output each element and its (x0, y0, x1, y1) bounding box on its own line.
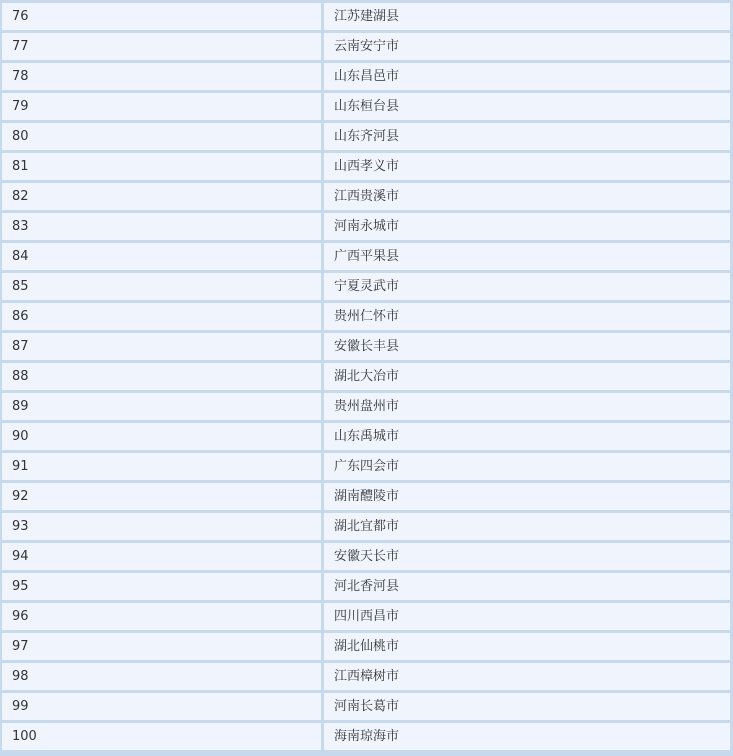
county-name-cell: 安徽长丰县 (324, 333, 730, 360)
rank-cell: 90 (2, 423, 321, 450)
county-name-cell: 江西贵溪市 (324, 183, 730, 210)
rank-cell: 84 (2, 243, 321, 270)
table-row (2, 423, 730, 450)
county-name-cell: 江苏建湖县 (324, 3, 730, 30)
rank-cell: 87 (2, 333, 321, 360)
table-row (2, 123, 730, 150)
rank-cell: 93 (2, 513, 321, 540)
rank-cell: 79 (2, 93, 321, 120)
county-name-cell: 湖南醴陵市 (324, 483, 730, 510)
rank-cell: 91 (2, 453, 321, 480)
table-row (2, 333, 730, 360)
rank-cell: 89 (2, 393, 321, 420)
rank-cell: 97 (2, 633, 321, 660)
rank-cell: 76 (2, 3, 321, 30)
county-name-cell: 山西孝义市 (324, 153, 730, 180)
table-row (2, 573, 730, 600)
rank-cell: 98 (2, 663, 321, 690)
table-row (2, 603, 730, 630)
rank-cell: 83 (2, 213, 321, 240)
county-name-cell: 山东禹城市 (324, 423, 730, 450)
table-row (2, 213, 730, 240)
county-name-cell: 广东四会市 (324, 453, 730, 480)
county-name-cell: 宁夏灵武市 (324, 273, 730, 300)
county-name-cell: 安徽天长市 (324, 543, 730, 570)
table-row (2, 543, 730, 570)
county-name-cell: 云南安宁市 (324, 33, 730, 60)
rank-cell: 100 (2, 723, 321, 750)
rank-cell: 96 (2, 603, 321, 630)
rank-cell: 94 (2, 543, 321, 570)
rank-cell: 86 (2, 303, 321, 330)
table-row (2, 693, 730, 720)
county-name-cell: 山东桓台县 (324, 93, 730, 120)
table-row (2, 393, 730, 420)
county-name-cell: 河南长葛市 (324, 693, 730, 720)
county-name-cell: 湖北仙桃市 (324, 633, 730, 660)
table-row (2, 93, 730, 120)
county-name-cell: 广西平果县 (324, 243, 730, 270)
table-row (2, 723, 730, 750)
county-name-cell: 河北香河县 (324, 573, 730, 600)
rank-cell: 80 (2, 123, 321, 150)
county-name-cell: 山东齐河县 (324, 123, 730, 150)
table-row (2, 633, 730, 660)
table-row (2, 183, 730, 210)
table-row (2, 453, 730, 480)
table-row (2, 273, 730, 300)
county-name-cell: 湖北大冶市 (324, 363, 730, 390)
county-name-cell: 海南琼海市 (324, 723, 730, 750)
table-row (2, 513, 730, 540)
table-row (2, 663, 730, 690)
rank-cell: 78 (2, 63, 321, 90)
table-row (2, 303, 730, 330)
table-row (2, 363, 730, 390)
rank-cell: 77 (2, 33, 321, 60)
rank-cell: 95 (2, 573, 321, 600)
county-name-cell: 河南永城市 (324, 213, 730, 240)
table-row (2, 483, 730, 510)
rank-cell: 92 (2, 483, 321, 510)
table-row (2, 153, 730, 180)
rank-cell: 88 (2, 363, 321, 390)
county-name-cell: 四川西昌市 (324, 603, 730, 630)
county-name-cell: 湖北宜都市 (324, 513, 730, 540)
table-row (2, 243, 730, 270)
rank-cell: 81 (2, 153, 321, 180)
table-row (2, 63, 730, 90)
county-name-cell: 江西樟树市 (324, 663, 730, 690)
table-row (2, 33, 730, 60)
county-name-cell: 贵州仁怀市 (324, 303, 730, 330)
table-row (2, 3, 730, 30)
county-name-cell: 贵州盘州市 (324, 393, 730, 420)
rank-cell: 85 (2, 273, 321, 300)
rank-cell: 99 (2, 693, 321, 720)
rank-cell: 82 (2, 183, 321, 210)
county-name-cell: 山东昌邑市 (324, 63, 730, 90)
